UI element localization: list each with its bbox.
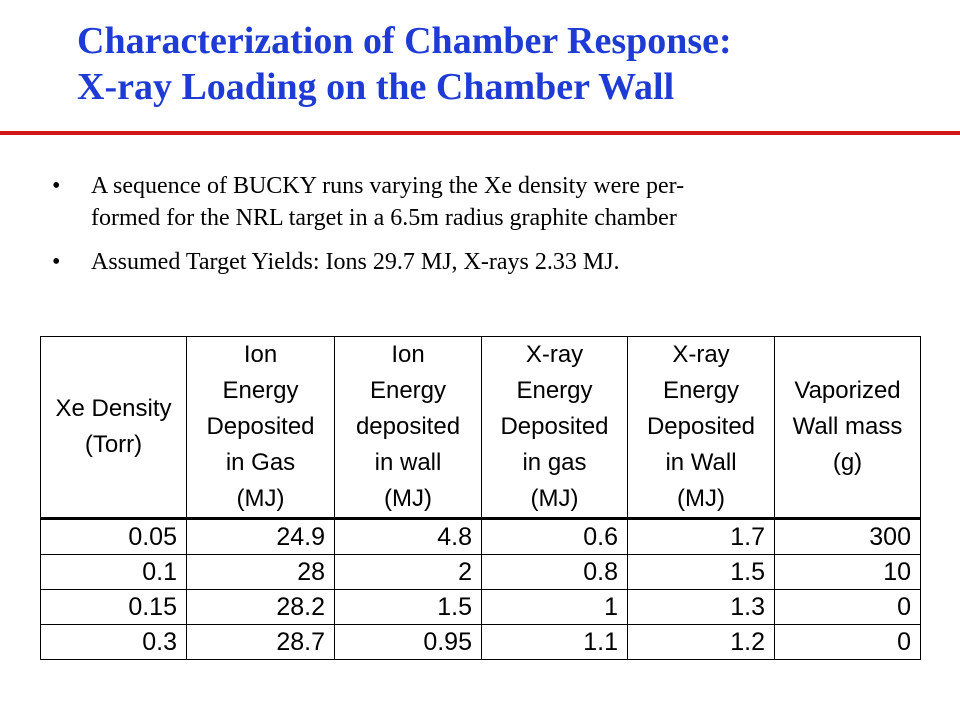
table-row	[41, 519, 921, 555]
cell-ion-wall: 0.95	[335, 625, 482, 660]
cell-ion-gas: 28.2	[187, 590, 335, 625]
cell-xe-density: 0.15	[41, 590, 187, 625]
title-line-1: Characterization of Chamber Response:	[77, 20, 732, 62]
slide-title	[77, 18, 937, 110]
header-xray-energy-gas: X-ray Energy Deposited in gas (MJ)	[482, 337, 628, 519]
cell-xray-gas: 1	[482, 590, 628, 625]
cell-xray-wall: 1.7	[628, 519, 775, 555]
cell-xe-density: 0.05	[41, 519, 187, 555]
cell-ion-wall: 4.8	[335, 519, 482, 555]
cell-ion-wall: 2	[335, 555, 482, 590]
bullet-list	[52, 170, 912, 290]
header-ion-energy-wall: Ion Energy deposited in wall (MJ)	[335, 337, 482, 519]
header-vaporized-mass: Vaporized Wall mass (g)	[775, 337, 921, 519]
cell-xray-wall: 1.2	[628, 625, 775, 660]
header-xe-density: Xe Density (Torr)	[41, 337, 187, 519]
results-table	[40, 336, 921, 660]
cell-xray-gas: 0.8	[482, 555, 628, 590]
title-divider	[0, 131, 960, 135]
cell-ion-gas: 28.7	[187, 625, 335, 660]
header-xray-energy-wall: X-ray Energy Deposited in Wall (MJ)	[628, 337, 775, 519]
header-ion-energy-gas: Ion Energy Deposited in Gas (MJ)	[187, 337, 335, 519]
bullet-item	[52, 170, 912, 234]
cell-ion-gas: 28	[187, 555, 335, 590]
table-row	[41, 590, 921, 625]
bullet-text: A sequence of BUCKY runs varying the Xe density were per- formed for the NRL target in a 6.5m radius graphite chamber	[91, 173, 685, 231]
cell-ion-gas: 24.9	[187, 519, 335, 555]
cell-ion-wall: 1.5	[335, 590, 482, 625]
cell-xray-gas: 0.6	[482, 519, 628, 555]
bullet-icon: •	[52, 249, 61, 275]
bullet-icon: •	[52, 173, 61, 199]
bullet-item	[52, 246, 912, 278]
cell-xray-gas: 1.1	[482, 625, 628, 660]
cell-xray-wall: 1.3	[628, 590, 775, 625]
cell-xe-density: 0.1	[41, 555, 187, 590]
cell-vaporized-mass: 0	[775, 625, 921, 660]
cell-xray-wall: 1.5	[628, 555, 775, 590]
cell-xe-density: 0.3	[41, 625, 187, 660]
header-row	[41, 337, 921, 519]
cell-vaporized-mass: 0	[775, 590, 921, 625]
table-row	[41, 555, 921, 590]
table-row	[41, 625, 921, 660]
cell-vaporized-mass: 300	[775, 519, 921, 555]
title-line-2: X-ray Loading on the Chamber Wall	[77, 66, 675, 108]
bullet-text: Assumed Target Yields: Ions 29.7 MJ, X-rays 2.33 MJ.	[91, 249, 620, 275]
cell-vaporized-mass: 10	[775, 555, 921, 590]
